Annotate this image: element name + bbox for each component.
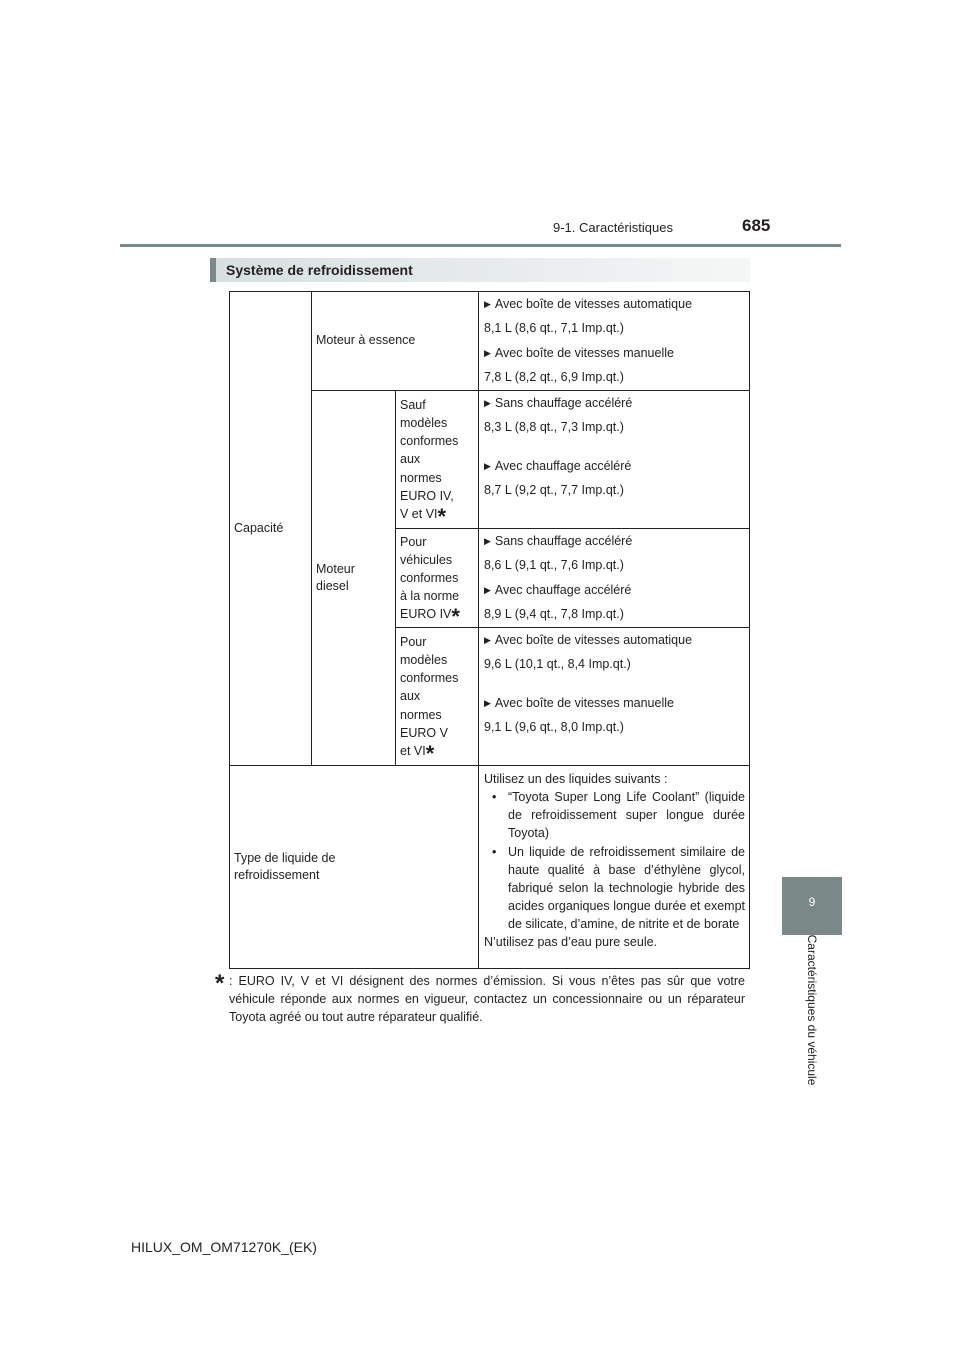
diesel-variant-1-values: ▶ Sans chauffage accéléré 8,3 L (8,8 qt., 7,3 Imp.qt.) ▶ Avec chauffage accéléré 8,7 L (9,2 qt., 7,7 Imp.qt.) xyxy=(479,391,750,529)
footnote-text: : EURO IV, V et VI désignent des normes d’émission. Si vous n’êtes pas sûr que votre véhicule réponde aux normes en vigueur, contactez un concessionnaire ou un réparateur Toyota agréé ou tout autre réparateur qualifié. xyxy=(229,974,745,1025)
diesel-engine-label: Moteur diesel xyxy=(312,391,396,766)
coolant-type-label: Type de liquide de refroidissement xyxy=(230,766,479,969)
section-heading: Système de refroidissement xyxy=(210,258,750,282)
capacity-label: Capacité xyxy=(230,292,312,766)
asterisk-marker: * xyxy=(451,604,460,630)
arrow-right-icon: ▶ xyxy=(484,635,491,645)
asterisk-marker: * xyxy=(425,740,435,766)
arrow-right-icon: ▶ xyxy=(484,585,491,595)
arrow-right-icon: ▶ xyxy=(484,299,491,309)
arrow-right-icon: ▶ xyxy=(484,461,491,471)
footnote-marker: * xyxy=(215,970,225,997)
arrow-right-icon: ▶ xyxy=(484,398,491,408)
arrow-right-icon: ▶ xyxy=(484,698,491,708)
coolant-type-values: Utilisez un des liquides suivants : • “Toyota Super Long Life Coolant” (liquide de refroidissement super longue durée Toyota) • Un liquide de refroidissement similaire de haute qualité à base d’éthylène glycol, fabriqué selon la technologie hybride des acides organiques longue durée et exempt de silicate, d’amine, de nitrite et de borate N’utilisez pas d’eau pure seule. xyxy=(479,766,750,969)
petrol-capacity-values: ▶ Avec boîte de vitesses automatique 8,1 L (8,6 qt., 7,1 Imp.qt.) ▶ Avec boîte de vitesses manuelle 7,8 L (8,2 qt., 6,9 Imp.qt.) xyxy=(479,292,750,391)
diesel-variant-1-label: Sauf modèles conformes aux normes EURO IV, V et VI* xyxy=(396,391,479,529)
petrol-engine-label: Moteur à essence xyxy=(312,292,479,391)
diesel-variant-3-label: Pour modèles conformes aux normes EURO V et VI* xyxy=(396,628,479,766)
diesel-variant-2-values: ▶ Sans chauffage accéléré 8,6 L (9,1 qt., 7,6 Imp.qt.) ▶ Avec chauffage accéléré 8,9 L (9,4 qt., 7,8 Imp.qt.) xyxy=(479,529,750,628)
cooling-spec-table xyxy=(229,291,750,969)
arrow-right-icon: ▶ xyxy=(484,536,491,546)
asterisk-marker: * xyxy=(437,503,447,529)
chapter-tab-number: 9 xyxy=(808,895,816,909)
header-rule xyxy=(120,244,841,247)
diesel-variant-2-label: Pour véhicules conformes à la norme EURO IV* xyxy=(396,529,479,628)
arrow-right-icon: ▶ xyxy=(484,348,491,358)
chapter-tab-label: Caractéristiques du véhicule xyxy=(805,934,819,1086)
list-item: • “Toyota Super Long Life Coolant” (liquide de refroidissement super longue durée Toyota) xyxy=(492,790,745,841)
diesel-variant-3-values: ▶ Avec boîte de vitesses automatique 9,6 L (10,1 qt., 8,4 Imp.qt.) ▶ Avec boîte de vitesses manuelle 9,1 L (9,6 qt., 8,0 Imp.qt.) xyxy=(479,628,750,766)
footnote xyxy=(215,972,745,1026)
footer-document-code: HILUX_OM_OM71270K_(EK) xyxy=(131,1239,317,1255)
page-number: 685 xyxy=(742,216,771,235)
header-section-title: 9-1. Caractéristiques xyxy=(553,220,673,235)
list-item: • Un liquide de refroidissement similaire de haute qualité à base d’éthylène glycol, fabriqué selon la technologie hybride des acides organiques longue durée et exempt de silicate, d’amine, de nitrite et de borate xyxy=(492,844,745,931)
